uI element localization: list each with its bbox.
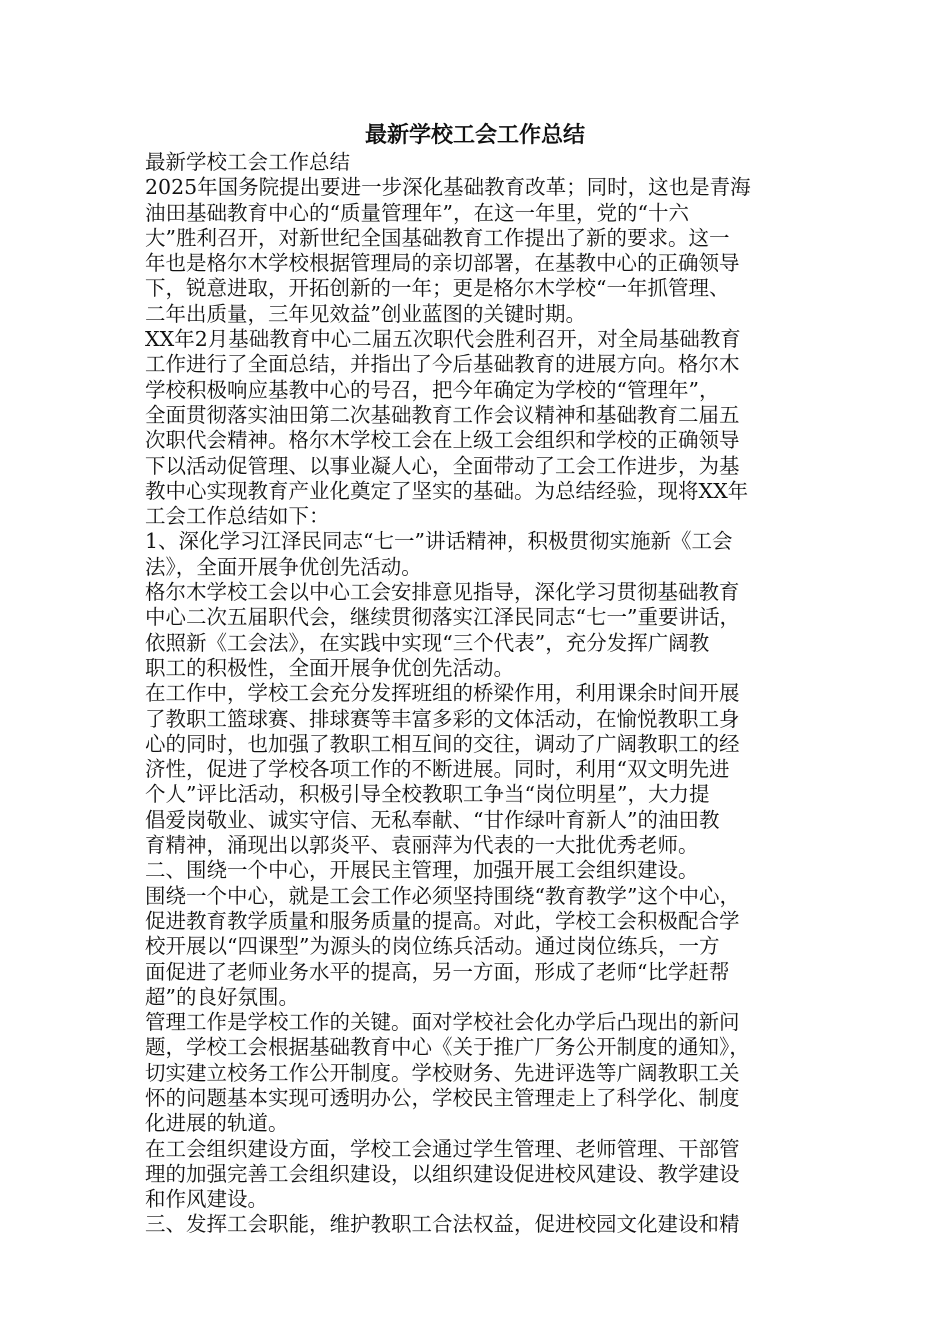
- body-line: 在工会组织建设方面，学校工会通过学生管理、老师管理、干部管: [145, 1136, 740, 1161]
- body-line: 了教职工篮球赛、排球赛等丰富多彩的文体活动，在愉悦教职工身: [145, 706, 740, 731]
- body-line: 超”的良好氛围。: [145, 984, 299, 1009]
- body-line: 1、深化学习江泽民同志“七一”讲话精神，积极贯彻实施新《工会: [145, 529, 733, 554]
- body-line: 职工的积极性，全面开展争优创先活动。: [145, 655, 514, 680]
- body-line: 围绕一个中心，就是工会工作必须坚持围绕“教育教学”这个中心，: [145, 883, 740, 908]
- body-line: XX年2月基础教育中心二届五次职代会胜利召开，对全局基础教育: [145, 327, 741, 352]
- body-line: 三、发挥工会职能，维护教职工合法权益，促进校园文化建设和精: [145, 1212, 740, 1237]
- body-line: 全面贯彻落实油田第二次基础教育工作会议精神和基础教育二届五: [145, 402, 740, 427]
- body-line: 法》，全面开展争优创先活动。: [145, 554, 422, 579]
- body-line: 济性，促进了学校各项工作的不断进展。同时，利用“双文明先进: [145, 757, 730, 782]
- body-line: 工会工作总结如下：: [145, 504, 330, 529]
- body-line: 次职代会精神。格尔木学校工会在上级工会组织和学校的正确领导: [145, 428, 740, 453]
- body-line: 依照新《工会法》，在实践中实现“三个代表”，充分发挥广阔教: [145, 630, 710, 655]
- body-line: 个人”评比活动，积极引导全校教职工争当“岗位明星”，大力提: [145, 782, 710, 807]
- body-line: 切实建立校务工作公开制度。学校财务、先进评选等广阔教职工关: [145, 1060, 740, 1085]
- body-line: 题，学校工会根据基础教育中心《关于推广厂务公开制度的通知》，: [145, 1035, 750, 1060]
- document-body: [145, 150, 805, 1238]
- body-line: 油田基础教育中心的“质量管理年”，在这一年里，党的“十六: [145, 200, 689, 225]
- body-line: 心的同时，也加强了教职工相互间的交往，调动了广阔教职工的经: [145, 731, 740, 756]
- body-line: 理的加强完善工会组织建设，以组织建设促进校风建设、教学建设: [145, 1161, 740, 1186]
- body-line: 倡爱岗敬业、诚实守信、无私奉献、“甘作绿叶育新人”的油田教: [145, 807, 720, 832]
- body-line: 校开展以“四课型”为源头的岗位练兵活动。通过岗位练兵，一方: [145, 934, 720, 959]
- body-line: 下以活动促管理、以事业凝人心，全面带动了工会工作进步，为基: [145, 453, 740, 478]
- body-line: 下，锐意进取，开拓创新的一年；更是格尔木学校“一年抓管理、: [145, 276, 730, 301]
- body-line: 格尔木学校工会以中心工会安排意见指导，深化学习贯彻基础教育: [145, 580, 740, 605]
- body-line: 促进教育教学质量和服务质量的提高。对此，学校工会积极配合学: [145, 908, 740, 933]
- body-line: 在工作中，学校工会充分发挥班组的桥梁作用，利用课余时间开展: [145, 681, 740, 706]
- body-line: 学校积极响应基教中心的号召，把今年确定为学校的“管理年”，: [145, 377, 720, 402]
- body-line: 化进展的轨道。: [145, 1111, 289, 1136]
- body-line: 二年出质量，三年见效益”创业蓝图的关键时期。: [145, 301, 586, 326]
- body-line: 最新学校工会工作总结: [145, 150, 350, 174]
- body-line: 面促进了老师业务水平的提高，另一方面，形成了老师“比学赶帮: [145, 959, 730, 984]
- body-line: 大”胜利召开，对新世纪全国基础教育工作提出了新的要求。这一: [145, 225, 730, 250]
- body-line: 育精神，涌现出以郭炎平、袁丽萍为代表的一大批优秀老师。: [145, 833, 699, 858]
- body-line: 年也是格尔木学校根据管理局的亲切部署，在基教中心的正确领导: [145, 251, 740, 276]
- body-line: 二、围绕一个中心，开展民主管理，加强开展工会组织建设。: [145, 858, 699, 883]
- body-line: 怀的问题基本实现可透明办公，学校民主管理走上了科学化、制度: [145, 1085, 740, 1110]
- body-line: 中心二次五届职代会，继续贯彻落实江泽民同志“七一”重要讲话，: [145, 605, 740, 630]
- body-line: 2025年国务院提出要进一步深化基础教育改革；同时，这也是青海: [145, 175, 751, 200]
- document-title: 最新学校工会工作总结: [364, 122, 585, 148]
- body-line: 和作风建设。: [145, 1187, 268, 1212]
- body-line: 工作进行了全面总结，并指出了今后基础教育的进展方向。格尔木: [145, 352, 740, 377]
- body-line: 管理工作是学校工作的关键。面对学校社会化办学后凸现出的新问: [145, 1010, 740, 1035]
- body-line: 教中心实现教育产业化奠定了坚实的基础。为总结经验，现将XX年: [145, 478, 749, 503]
